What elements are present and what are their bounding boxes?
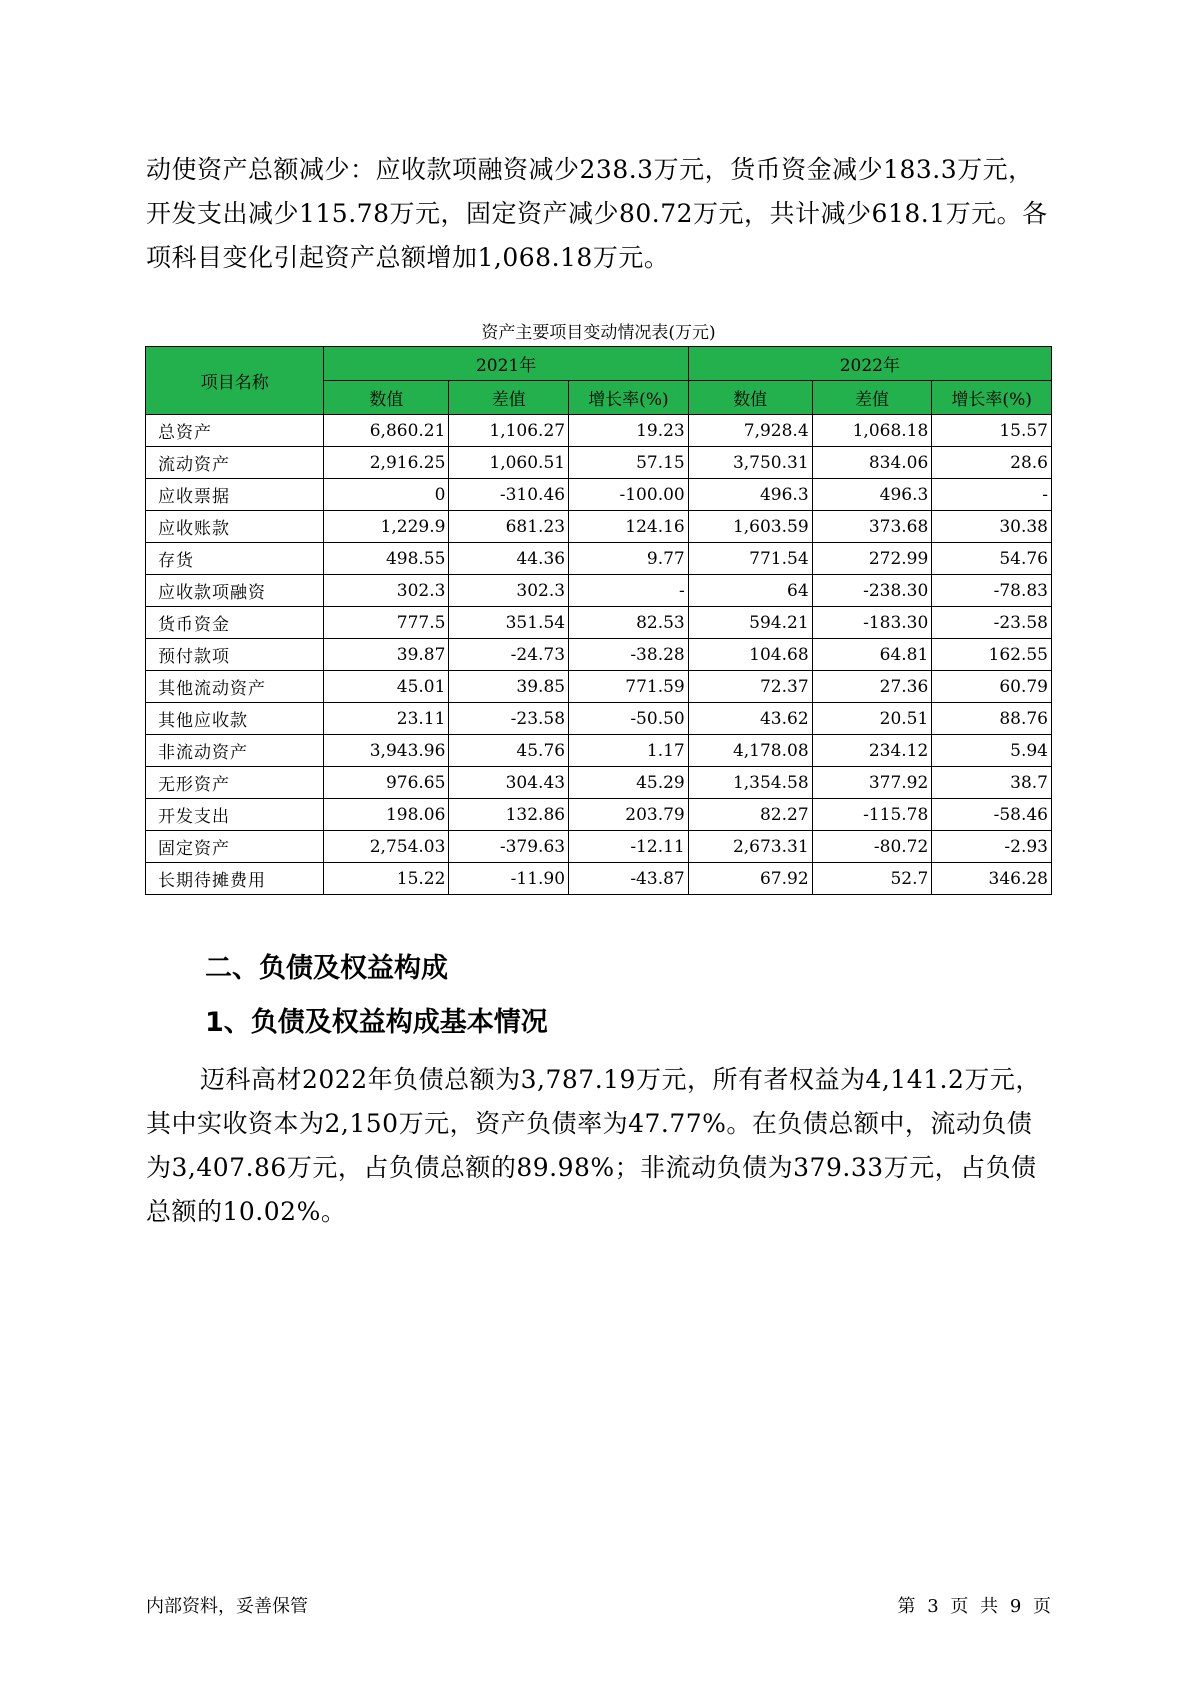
value-cell: 132.86 (449, 799, 569, 831)
row-label-cell: 开发支出 (146, 799, 324, 831)
value-cell: 976.65 (324, 767, 449, 799)
value-cell: -11.90 (449, 863, 569, 895)
value-cell: -38.28 (569, 639, 689, 671)
value-cell: -43.87 (569, 863, 689, 895)
value-cell: 64.81 (812, 639, 932, 671)
value-cell: 162.55 (932, 639, 1052, 671)
value-cell: 377.92 (812, 767, 932, 799)
value-cell: -379.63 (449, 831, 569, 863)
footer-confidential-note: 内部资料，妥善保管 (146, 1596, 308, 1617)
value-cell: 1,603.59 (688, 511, 812, 543)
value-cell: 54.76 (932, 543, 1052, 575)
row-label-cell: 总资产 (146, 415, 324, 447)
value-cell: 15.22 (324, 863, 449, 895)
value-cell: -115.78 (812, 799, 932, 831)
value-cell: -78.83 (932, 575, 1052, 607)
value-cell: 57.15 (569, 447, 689, 479)
table-row (146, 799, 1052, 831)
table-row (146, 447, 1052, 479)
value-cell: -12.11 (569, 831, 689, 863)
value-cell: 346.28 (932, 863, 1052, 895)
subheader-diff-2022: 差值 (812, 381, 932, 415)
value-cell: 20.51 (812, 703, 932, 735)
value-cell: 124.16 (569, 511, 689, 543)
table-body (146, 415, 1052, 895)
row-label-cell: 非流动资产 (146, 735, 324, 767)
value-cell: - (569, 575, 689, 607)
table-row (146, 511, 1052, 543)
value-cell: 1,229.9 (324, 511, 449, 543)
value-cell: 496.3 (812, 479, 932, 511)
value-cell: 28.6 (932, 447, 1052, 479)
value-cell: -50.50 (569, 703, 689, 735)
row-label-cell: 流动资产 (146, 447, 324, 479)
row-label-cell: 无形资产 (146, 767, 324, 799)
table-row (146, 479, 1052, 511)
intro-paragraph: 动使资产总额减少：应收款项融资减少238.3万元，货币资金减少183.3万元，开发支出减少115.78万元，固定资产减少80.72万元，共计减少618.1万元。各项科目变化引起资产总额增加1,068.18万元。 (146, 155, 1048, 272)
value-cell: - (932, 479, 1052, 511)
value-cell: 45.76 (449, 735, 569, 767)
row-label-cell: 应收款项融资 (146, 575, 324, 607)
row-label-cell: 预付款项 (146, 639, 324, 671)
value-cell: 351.54 (449, 607, 569, 639)
value-cell: 104.68 (688, 639, 812, 671)
value-cell: 72.37 (688, 671, 812, 703)
table-row (146, 415, 1052, 447)
value-cell: -238.30 (812, 575, 932, 607)
value-cell: 1,354.58 (688, 767, 812, 799)
subsection-heading: 1、负债及权益构成基本情况 (205, 1007, 548, 1038)
value-cell: 496.3 (688, 479, 812, 511)
value-cell: 234.12 (812, 735, 932, 767)
value-cell: 681.23 (449, 511, 569, 543)
value-cell: -58.46 (932, 799, 1052, 831)
row-label-cell: 应收票据 (146, 479, 324, 511)
asset-change-table (145, 346, 1052, 895)
value-cell: 30.38 (932, 511, 1052, 543)
name-column-header: 项目名称 (146, 347, 324, 415)
row-label-cell: 其他应收款 (146, 703, 324, 735)
value-cell: 834.06 (812, 447, 932, 479)
row-label-cell: 应收账款 (146, 511, 324, 543)
value-cell: -2.93 (932, 831, 1052, 863)
subheader-value-2022: 数值 (688, 381, 812, 415)
value-cell: 44.36 (449, 543, 569, 575)
value-cell: 39.85 (449, 671, 569, 703)
value-cell: 39.87 (324, 639, 449, 671)
value-cell: 203.79 (569, 799, 689, 831)
value-cell: 3,943.96 (324, 735, 449, 767)
table-row (146, 639, 1052, 671)
value-cell: 2,916.25 (324, 447, 449, 479)
table-row (146, 703, 1052, 735)
value-cell: 594.21 (688, 607, 812, 639)
value-cell: 60.79 (932, 671, 1052, 703)
section-heading: 二、负债及权益构成 (205, 953, 448, 984)
value-cell: 45.29 (569, 767, 689, 799)
value-cell: -23.58 (449, 703, 569, 735)
table-caption: 资产主要项目变动情况表(万元) (481, 323, 716, 343)
value-cell: 1.17 (569, 735, 689, 767)
subheader-growth-2022: 增长率(%) (932, 381, 1052, 415)
table-row (146, 671, 1052, 703)
table-header-row-years (146, 347, 1052, 381)
row-label-cell: 长期待摊费用 (146, 863, 324, 895)
value-cell: 1,068.18 (812, 415, 932, 447)
value-cell: 82.27 (688, 799, 812, 831)
value-cell: 7,928.4 (688, 415, 812, 447)
subheader-diff-2021: 差值 (449, 381, 569, 415)
table-row (146, 543, 1052, 575)
value-cell: 771.54 (688, 543, 812, 575)
table-row (146, 831, 1052, 863)
value-cell: 198.06 (324, 799, 449, 831)
table-row (146, 735, 1052, 767)
value-cell: 1,060.51 (449, 447, 569, 479)
value-cell: 45.01 (324, 671, 449, 703)
value-cell: 272.99 (812, 543, 932, 575)
value-cell: -24.73 (449, 639, 569, 671)
value-cell: 38.7 (932, 767, 1052, 799)
value-cell: 6,860.21 (324, 415, 449, 447)
value-cell: 3,750.31 (688, 447, 812, 479)
value-cell: 19.23 (569, 415, 689, 447)
value-cell: 304.43 (449, 767, 569, 799)
table-row (146, 863, 1052, 895)
value-cell: 27.36 (812, 671, 932, 703)
value-cell: 67.92 (688, 863, 812, 895)
value-cell: 777.5 (324, 607, 449, 639)
row-label-cell: 其他流动资产 (146, 671, 324, 703)
value-cell: -183.30 (812, 607, 932, 639)
subheader-growth-2021: 增长率(%) (569, 381, 689, 415)
value-cell: 498.55 (324, 543, 449, 575)
year-header-2022: 2022年 (688, 347, 1051, 381)
value-cell: 82.53 (569, 607, 689, 639)
value-cell: 43.62 (688, 703, 812, 735)
value-cell: -100.00 (569, 479, 689, 511)
value-cell: 9.77 (569, 543, 689, 575)
value-cell: 5.94 (932, 735, 1052, 767)
body-paragraph: 迈科高材2022年负债总额为3,787.19万元，所有者权益为4,141.2万元，其中实收资本为2,150万元，资产负债率为47.77%。在负债总额中，流动负债为3,407.86万元，占负债总额的89.98%；非流动负债为379.33万元，占负债总额的10.02%。 (146, 1065, 1041, 1226)
value-cell: 373.68 (812, 511, 932, 543)
value-cell: -80.72 (812, 831, 932, 863)
row-label-cell: 存货 (146, 543, 324, 575)
value-cell: 302.3 (324, 575, 449, 607)
value-cell: -310.46 (449, 479, 569, 511)
value-cell: 23.11 (324, 703, 449, 735)
value-cell: 64 (688, 575, 812, 607)
footer-page-number: 第 3 页 共 9 页 (897, 1596, 1051, 1617)
table-row (146, 767, 1052, 799)
value-cell: 4,178.08 (688, 735, 812, 767)
row-label-cell: 固定资产 (146, 831, 324, 863)
value-cell: 0 (324, 479, 449, 511)
value-cell: 15.57 (932, 415, 1052, 447)
value-cell: 302.3 (449, 575, 569, 607)
year-header-2021: 2021年 (324, 347, 688, 381)
subheader-value-2021: 数值 (324, 381, 449, 415)
row-label-cell: 货币资金 (146, 607, 324, 639)
value-cell: 2,673.31 (688, 831, 812, 863)
value-cell: 52.7 (812, 863, 932, 895)
table-row (146, 575, 1052, 607)
value-cell: 88.76 (932, 703, 1052, 735)
table-row (146, 607, 1052, 639)
value-cell: -23.58 (932, 607, 1052, 639)
value-cell: 1,106.27 (449, 415, 569, 447)
value-cell: 771.59 (569, 671, 689, 703)
value-cell: 2,754.03 (324, 831, 449, 863)
